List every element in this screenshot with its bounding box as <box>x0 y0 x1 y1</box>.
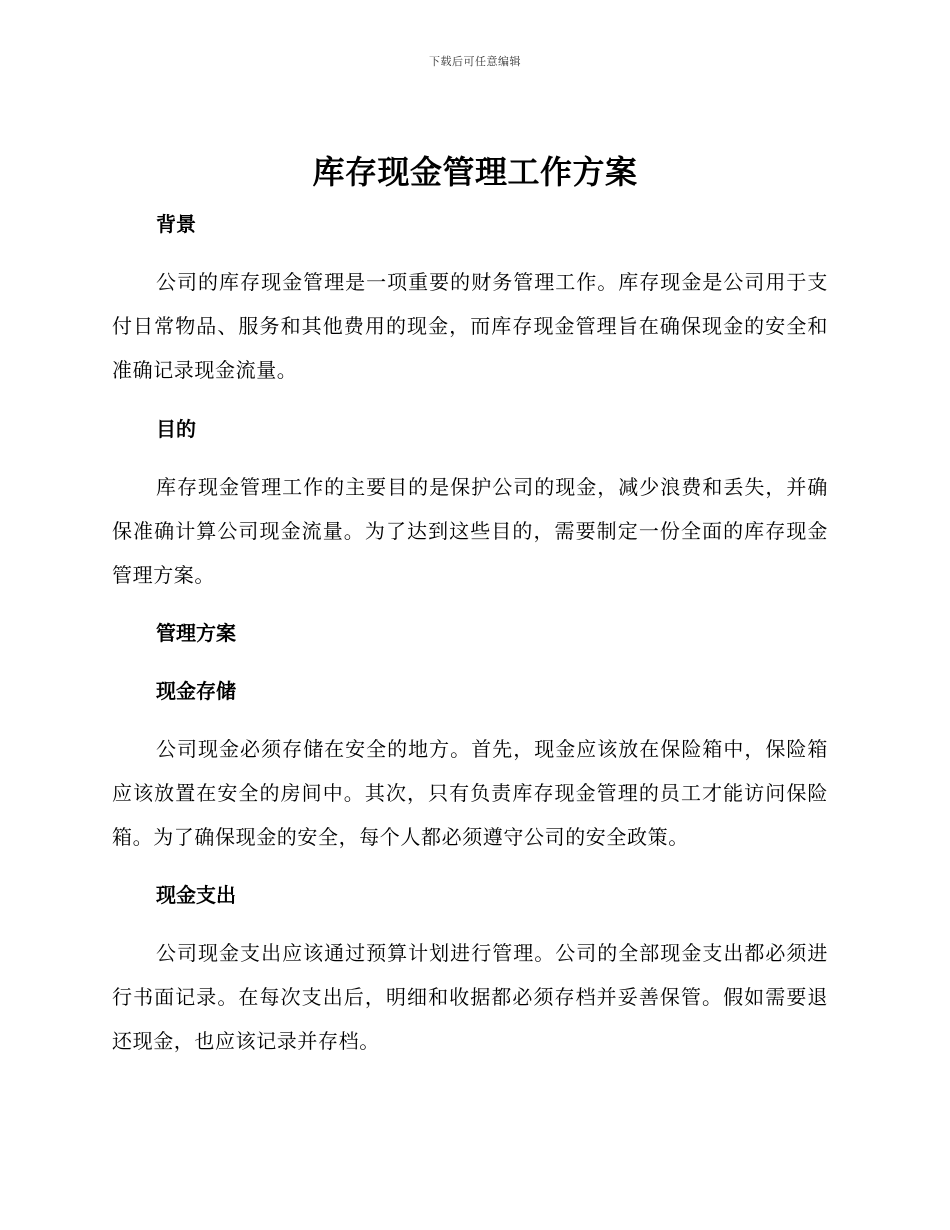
heading-background: 背景 <box>156 212 196 236</box>
heading-purpose: 目的 <box>156 417 196 441</box>
paragraph-background: 公司的库存现金管理是一项重要的财务管理工作。库存现金是公司用于支付日常物品、服务和其他费用的现金，而库存现金管理旨在确保现金的安全和准确记录现金流量。 <box>112 270 828 382</box>
heading-cash-storage: 现金存储 <box>156 679 236 703</box>
document-title: 库存现金管理工作方案 <box>312 153 638 191</box>
paragraph-purpose: 库存现金管理工作的主要目的是保护公司的现金，减少浪费和丢失，并确保准确计算公司现金流量。为了达到这些目的，需要制定一份全面的库存现金管理方案。 <box>112 475 828 587</box>
document-body <box>112 200 828 1063</box>
heading-management-plan: 管理方案 <box>156 621 236 645</box>
paragraph-cash-expenditure: 公司现金支出应该通过预算计划进行管理。公司的全部现金支出都必须进行书面记录。在每次支出后，明细和收据都必须存档并妥善保管。假如需要退还现金，也应该记录并存档。 <box>112 941 828 1053</box>
header-note: 下载后可任意编辑 <box>429 55 521 68</box>
paragraph-cash-storage: 公司现金必须存储在安全的地方。首先，现金应该放在保险箱中，保险箱应该放置在安全的房间中。其次，只有负责库存现金管理的员工才能访问保险箱。为了确保现金的安全，每个人都必须遵守公司的安全政策。 <box>112 737 828 849</box>
heading-cash-expenditure: 现金支出 <box>156 883 236 907</box>
